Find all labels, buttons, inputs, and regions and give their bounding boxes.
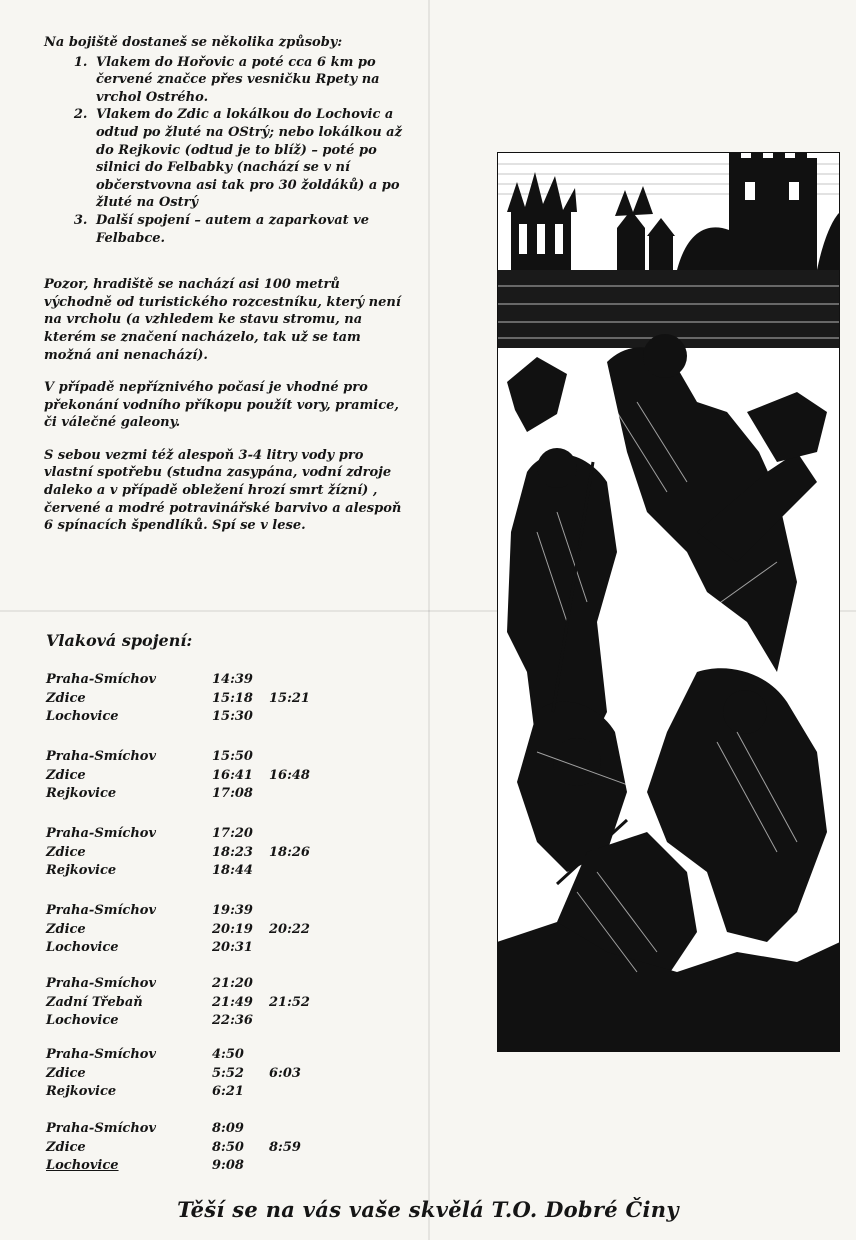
way-item: 1. Vlakem do Hořovic a poté cca 6 km po červené značce přes vesničku Rpety na vrchol Ostrého. [92,54,424,107]
departure-time: 5:52 [212,1065,244,1081]
station-name: Zdice [46,767,86,783]
departure-time: 20:31 [212,940,253,955]
station-name: Lochovice [46,1158,119,1173]
train-connections-heading: Vlaková spojení: [46,631,193,650]
location-note: Pozor, hradiště se nachází asi 100 metrů východně od turistického rozcestníku, který není na vrcholu (a vzhledem ke stavu stromu, na kterém se značení nacházelo, tak už se tam možná ani nenachází). [44,277,401,363]
supplies-note: S sebou vezmi též alespoň 3-4 litry vody pro vlastní spotřebu (studna zasypána, vodní zdroje daleko a v případě obležení hrozí smrt žízní) , červené a modré potravinářské barvivo a alespoň 6 spínacích špendlíků. Spí se v lese. [44,447,402,534]
way-item: 2. Vlakem do Zdic a lokálkou do Lochovic a odtud po žluté na OStrý; nebo lokálkou až do Rejkovic (odtud je to blíž) – poté po silnici do Felbabky (nachází se v ní občerstvovna asi tak pro 30 žoldáků) a po žluté na Ostrý [92,106,424,212]
departure-time: 17:20 [212,826,253,841]
departure-time: 19:39 [212,903,253,918]
station-name: Praha-Smíchov [46,1047,156,1062]
way-item: 3. Další spojení – autem a zaparkovat ve Felbabce. [92,212,424,247]
station-name: Lochovice [46,940,119,955]
station-name: Rejkovice [46,1084,117,1099]
transfer-time: 6:03 [269,1065,301,1081]
departure-time: 14:39 [212,672,253,687]
transfer-time: 8:59 [269,1139,301,1155]
station-name: Praha-Smíchov [46,672,156,687]
station-name: Praha-Smíchov [46,826,156,841]
departure-time: 15:50 [212,749,253,764]
station-name: Zadní Třebaň [46,994,143,1010]
directions-heading: Na bojiště dostaneš se několika způsoby: [44,35,343,50]
paper-fold [428,0,430,1240]
departure-time: 18:44 [212,863,253,878]
transfer-time: 21:52 [269,994,310,1010]
departure-time: 8:09 [212,1121,244,1136]
transfer-time: 16:48 [269,767,310,783]
station-name: Praha-Smíchov [46,1121,156,1136]
station-name: Praha-Smíchov [46,903,156,918]
station-name: Rejkovice [46,786,117,801]
station-name: Praha-Smíchov [46,976,156,991]
footer-signature: Těší se na vás vaše skvělá T.O. Dobré Činy [177,1197,679,1222]
departure-time: 9:08 [212,1158,244,1173]
transfer-time: 15:21 [269,690,310,706]
station-name: Zdice [46,1065,86,1081]
station-name: Zdice [46,1139,86,1155]
departure-time: 21:20 [212,976,253,991]
departure-time: 20:19 [212,921,253,937]
station-name: Zdice [46,690,86,706]
departure-time: 21:49 [212,994,253,1010]
station-name: Zdice [46,921,86,937]
directions-section [44,34,424,535]
weather-note: V případě nepříznivého počasí je vhodné pro překonání vodního příkopu použít vory, pramice, či válečné galeony. [44,380,399,431]
departure-time: 15:30 [212,709,253,724]
station-name: Zdice [46,844,86,860]
departure-time: 4:50 [212,1047,244,1062]
departure-time: 22:36 [212,1013,253,1028]
station-name: Praha-Smíchov [46,749,156,764]
transfer-time: 18:26 [269,844,310,860]
transfer-time: 20:22 [269,921,310,937]
station-name: Lochovice [46,709,119,724]
departure-time: 8:50 [212,1139,244,1155]
station-name: Lochovice [46,1013,119,1028]
departure-time: 17:08 [212,786,253,801]
departure-time: 6:21 [212,1084,244,1099]
station-name: Rejkovice [46,863,117,878]
woodcut-illustration [497,152,840,1052]
departure-time: 18:23 [212,844,253,860]
ways-list [44,54,424,248]
departure-time: 16:41 [212,767,253,783]
departure-time: 15:18 [212,690,253,706]
